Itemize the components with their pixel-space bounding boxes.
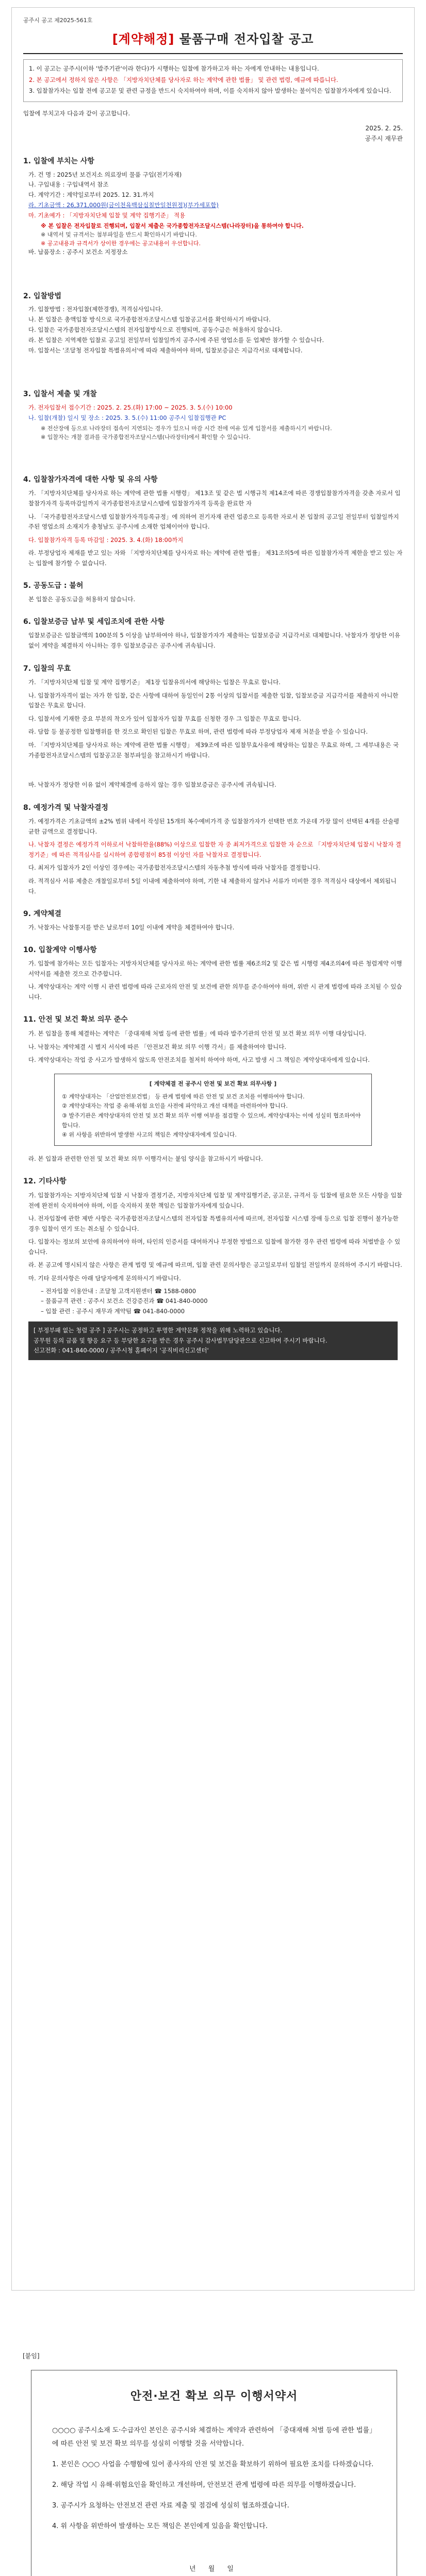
section-7 — [23, 664, 403, 790]
section-paragraph: 가. 예정가격은 기초금액의 ±2% 범위 내에서 작성된 15개의 복수예비가격 중 입찰참가자가 선택한 번호 가운데 가장 많이 선택된 4개를 산술평균한 금액으로 결정합니다. — [28, 818, 400, 835]
section-3 — [23, 389, 403, 441]
issuer: 공주시 재무관 — [365, 135, 403, 143]
annex-paragraph: 3. 공주시가 요청하는 안전보건 관련 자료 제출 및 점검에 성실히 협조하겠습니다. — [52, 2502, 289, 2510]
section-row: 다. 계약기간 : 계약일로부터 2025. 12. 31.까지 — [28, 191, 154, 199]
section-paragraph: 라. 본 공고에 명시되지 않은 사항은 관계 법령 및 예규에 따르며, 입찰 관련 문의사항은 공고일로부터 입찰일 전일까지 문의하여 주시기 바랍니다. — [28, 1261, 402, 1269]
section-note: ※ 본 입찰은 전자입찰로 진행되며, 입찰서 제출은 국가종합전자조달시스템(나라장터)을 통하여야 합니다. — [41, 222, 304, 229]
section-paragraph: 라. 부정당업자 제재를 받고 있는 자와 「지방자치단체를 당사자로 하는 계약에 관한 법률」 제31조의5에 따른 입찰참가자격 제한을 받고 있는 자는 입찰에 참가할 수 없습니다. — [28, 549, 403, 567]
page-title — [23, 30, 403, 49]
callout-line: ② 계약상대자는 작업 중 유해·위험 요인을 사전에 파악하고 개선 대책을 마련하여야 합니다. — [62, 1103, 288, 1110]
section-title: 9. 계약체결 — [23, 910, 62, 919]
date-block — [23, 124, 403, 144]
integrity-notice-box — [28, 1321, 398, 1360]
section-title: 3. 입찰서 제출 및 개찰 — [23, 390, 97, 399]
section-note: ※ 입찰자는 개찰 결과를 국가종합전자조달시스템(나라장터)에서 확인할 수 있습니다. — [41, 433, 251, 440]
annex-pledge-form — [31, 2370, 397, 2576]
section-row: 마. 입찰서는 '조달청 전자입찰 특별유의서'에 따라 제출하여야 하며, 입찰보증금은 지급각서로 대체합니다. — [28, 346, 303, 354]
section-row: 나. 본 입찰은 총액입찰 방식으로 국가종합전자조달시스템 입찰공고서를 확인하시기 바랍니다. — [28, 316, 271, 324]
section-row: 가. 낙찰자는 낙찰통지를 받은 날로부터 10일 이내에 계약을 체결하여야 합니다. — [28, 923, 235, 931]
safety-callout-box — [54, 1074, 372, 1146]
contact-line: – 전자입찰 이용안내 : 조달청 고객지원센터 ☎ 1588-0800 — [41, 1287, 196, 1295]
notice-sheet — [11, 7, 415, 2291]
annex-paragraph: 2. 해당 작업 시 유해·위험요인을 확인하고 개선하며, 안전보건 관계 법령에 따른 의무를 이행하겠습니다. — [52, 2481, 356, 2489]
callout-line: ④ 위 사항을 위반하여 발생한 사고의 책임은 계약상대자에게 있습니다. — [62, 1131, 237, 1139]
integrity-line: [ 부정부패 없는 청렴 공주 ] 공주시는 공정하고 투명한 계약문화 정착을 위해 노력하고 있습니다. — [34, 1326, 283, 1334]
section-paragraph: 가. 「지방자치단체를 당사자로 하는 계약에 관한 법률 시행령」 제13조 및 같은 법 시행규칙 제14조에 따른 경쟁입찰참가자격을 갖춘 자로서 입찰참가자격 등록마감일까지 국가종합전자조달시스템에 입찰참가자격 등록을 완료한 자 — [28, 489, 401, 507]
intro-line: 3. 입찰참가자는 입찰 전에 공고문 및 관련 규정을 반드시 숙지하여야 하며, 이를 숙지하지 않아 발생하는 불이익은 입찰참가자에게 있습니다. — [29, 87, 391, 95]
annex-title: 안전·보건 확보 의무 이행서약서 — [130, 2390, 298, 2403]
title-divider — [23, 53, 403, 54]
annex-paragraph: 1. 본인은 ○○○ 사업을 수행함에 있어 종사자의 안전 및 보건을 확보하기 위하여 필요한 조치를 다하겠습니다. — [52, 2461, 374, 2469]
section-title: 12. 기타사항 — [23, 1177, 67, 1186]
callout-line: ③ 발주기관은 계약상대자의 안전 및 보건 확보 의무 이행 여부를 점검할 수 있으며, 계약상대자는 이에 성실히 협조하여야 합니다. — [62, 1112, 361, 1129]
section-note: ※ 공고내용과 규격서가 상이한 경우에는 공고내용이 우선합니다. — [41, 240, 201, 247]
section-row: 가. 전자입찰서 접수기간 : 2025. 2. 25.(화) 17:00 ~ 2025. 3. 5.(수) 10:00 — [28, 404, 233, 412]
section-5 — [23, 581, 403, 604]
callout-line: ① 계약상대자는 「산업안전보건법」 등 관계 법령에 따른 안전 및 보건 조치를 이행하여야 합니다. — [62, 1093, 305, 1100]
section-paragraph: 라. 본 입찰과 관련한 안전 및 보건 확보 의무 이행각서는 붙임 양식을 참고하시기 바랍니다. — [28, 1155, 263, 1162]
section-4 — [23, 474, 403, 569]
notice-number: 공주시 공고 제2025-561호 — [23, 17, 93, 24]
section-row: 가. 건 명 : 2025년 보건지소 의료장비 물품 구입(전기자재) — [28, 171, 182, 178]
section-row: 라. 본 입찰은 지역제한 입찰로 공고일 전일부터 입찰일까지 공주시에 주된 영업소를 둔 업체만 참가할 수 있습니다. — [28, 336, 324, 344]
section-title: 7. 입찰의 무효 — [23, 664, 71, 673]
section-1 — [23, 156, 403, 257]
section-paragraph: 가. 입찰참가자는 지방자치단체 입찰 시 낙찰자 결정기준, 지방자치단체 입찰 및 계약집행기준, 공고문, 규격서 등 입찰에 필요한 모든 사항을 입찰 전에 완전히 숙지하여야 하며, 이를 숙지하지 못한 책임은 입찰참가자에게 있습니다. — [28, 1192, 402, 1209]
section-paragraph: 다. 계약상대자는 작업 중 사고가 발생하지 않도록 안전조치를 철저히 하여야 하며, 사고 발생 시 그 책임은 계약상대자에게 있습니다. — [28, 1056, 370, 1064]
section-row: 다. 입찰은 국가종합전자조달시스템의 전자입찰방식으로 진행되며, 공동수급은 허용하지 않습니다. — [28, 326, 283, 333]
intro-line: 1. 이 공고는 공주시(이하 '발주기관'이라 한다)가 시행하는 입찰에 참가하고자 하는 자에게 안내하는 내용입니다. — [29, 65, 319, 73]
section-paragraph: 가. 「지방자치단체 입찰 및 계약 집행기준」 제1장 입찰유의서에 해당하는 입찰은 무효로 합니다. — [28, 679, 281, 686]
section-12 — [23, 1176, 403, 1360]
integrity-line: 공무원 등의 금품 및 향응 요구 등 부당한 요구를 받은 경우 공주시 감사법무담당관으로 신고하여 주시기 바랍니다. — [34, 1336, 327, 1344]
section-paragraph: 바. 낙찰자가 정당한 이유 없이 계약체결에 응하지 않는 경우 입찰보증금은 공주시에 귀속됩니다. — [28, 781, 276, 789]
section-paragraph: 가. 입찰에 참가하는 모든 입찰자는 지방자치단체를 당사자로 하는 계약에 관한 법률 제6조의2 및 같은 법 시행령 제4조의4에 따른 청렴계약 이행서약서를 제출한 것으로 간주합니다. — [28, 960, 402, 977]
section-title: 6. 입찰보증금 납부 및 세입조치에 관한 사항 — [23, 617, 165, 626]
contact-line: – 입찰 관련 : 공주시 재무과 계약팀 ☎ 041-840-0000 — [41, 1308, 185, 1315]
section-paragraph: 라. 담합 등 불공정한 입찰행위를 한 것으로 확인된 입찰은 무효로 하며, 관련 법령에 따라 부정당업자 제재 처분을 받을 수 있습니다. — [28, 728, 368, 736]
section-row: 마. 기초예가 : 「지방자치단체 입찰 및 계약 집행기준」 적용 — [28, 211, 186, 219]
section-title: 5. 공동도급 : 불허 — [23, 582, 84, 590]
annex-label: [붙임] — [23, 2352, 40, 2360]
section-paragraph: 다. 입찰참가자격 등록 마감일 : 2025. 3. 4.(화) 18:00까지 — [28, 536, 184, 544]
title-text: 물품구매 전자입찰 공고 — [174, 32, 314, 47]
section-note: ※ 전산장애 등으로 나라장터 접속이 지연되는 경우가 있으니 마감 시간 전에 여유 있게 입찰서를 제출하시기 바랍니다. — [41, 425, 332, 432]
section-row: 본 입찰은 공동도급을 허용하지 않습니다. — [28, 595, 136, 603]
section-paragraph: 나. 계약상대자는 계약 이행 시 관련 법령에 따라 근로자의 안전 및 보건에 관한 의무를 준수하여야 하며, 위반 시 관계 법령에 따라 조치될 수 있습니다. — [28, 983, 402, 1001]
notice-date: 2025. 2. 25. — [365, 124, 403, 132]
section-row: 나. 구입내용 : 구입내역서 참조 — [28, 181, 109, 189]
section-paragraph: 라. 적격심사 서류 제출은 개찰일로부터 5일 이내에 제출하여야 하며, 기한 내 제출하지 않거나 서류가 미비한 경우 적격심사 대상에서 제외됩니다. — [28, 877, 397, 895]
section-paragraph: 나. 낙찰자 결정은 예정가격 이하로서 낙찰하한율(88%) 이상으로 입찰한 자 중 최저가격으로 입찰한 자 순으로 「지방자치단체 입찰시 낙찰자 결정기준」에 따른 적격심사를 실시하여 종합평점이 85점 이상인 자를 낙찰자로 결정합니다. — [28, 841, 401, 858]
annex-date: 년 월 일 — [189, 2565, 239, 2573]
section-paragraph: 마. 「지방자치단체를 당사자로 하는 계약에 관한 법률 시행령」 제39조에 따른 입찰무효사유에 해당하는 입찰은 무효로 하며, 그 세부내용은 국가종합전자조달시스템의 입찰공고문 첨부파일을 참고하시기 바랍니다. — [28, 741, 399, 759]
lead-text: 입찰에 부치고자 다음과 같이 공고합니다. — [23, 109, 130, 117]
section-9 — [23, 909, 403, 933]
intro-line: 2. 본 공고에서 정하지 않은 사항은 「지방자치단체를 당사자로 하는 계약에 관한 법률」 및 관련 법령, 예규에 따릅니다. — [29, 76, 338, 83]
annex-paragraph: ○○○○ 공주시소재 도·수급자인 본인은 공주시와 체결하는 계약과 관련하여 「중대재해 처벌 등에 관한 법률」에 따른 안전 및 보건 확보 의무를 성실히 이행할 것을 서약합니다. — [52, 2427, 376, 2448]
section-6 — [23, 617, 403, 651]
section-row: 라. 기초금액 : 26,371,000원(금이천육백삼십칠만일천원정)(부가세포함) — [28, 201, 219, 209]
section-paragraph: 입찰보증금은 입찰금액의 100분의 5 이상을 납부하여야 하나, 입찰참가자가 제출하는 입찰보증금 지급각서로 대체합니다. 낙찰자가 정당한 이유 없이 계약을 체결하지 아니하는 경우 입찰보증금은 공주시에 귀속됩니다. — [28, 632, 400, 649]
section-title: 2. 입찰방법 — [23, 292, 62, 300]
section-8 — [23, 803, 403, 897]
section-10 — [23, 945, 403, 1003]
section-2 — [23, 291, 403, 355]
section-title: 11. 안전 및 보건 확보 의무 준수 — [23, 1015, 128, 1024]
section-paragraph: 다. 최저가 입찰자가 2인 이상인 경우에는 국가종합전자조달시스템의 자동추첨 방식에 따라 낙찰자를 결정합니다. — [28, 864, 320, 872]
title-highlight: [계약해정] — [112, 32, 175, 47]
section-paragraph: 다. 입찰서에 기재한 중요 부분의 착오가 있어 입찰자가 입찰 무효를 신청한 경우 그 입찰은 무효로 합니다. — [28, 715, 301, 722]
section-paragraph: 나. 「국가종합전자조달시스템 입찰참가자격등록규정」에 의하여 전기자재 관련 업종으로 등록한 자로서 본 입찰의 공고일 전일부터 입찰일까지 주된 영업소의 소재지가 충청남도 공주시에 소재한 업체이어야 합니다. — [28, 513, 399, 531]
callout-title: [ 계약체결 전 공주시 안전 및 보건 확보 의무사항 ] — [149, 1080, 277, 1087]
intro-box — [23, 59, 403, 102]
section-note: ※ 내역서 및 규격서는 첨부파일을 반드시 확인하시기 바랍니다. — [41, 231, 197, 238]
annex-paragraph: 4. 위 사항을 위반하여 발생하는 모든 책임은 본인에게 있음을 확인합니다. — [52, 2522, 268, 2531]
section-row: 바. 납품장소 : 공주시 보건소 지정장소 — [28, 248, 128, 256]
section-row: 나. 입찰(개찰) 일시 및 장소 : 2025. 3. 5.(수) 11:00 공주시 입찰집행관 PC — [28, 414, 226, 421]
section-paragraph: 나. 전자입찰에 관한 제반 사항은 국가종합전자조달시스템의 전자입찰 특별유의서에 따르며, 전자입찰 시스템 장애 등으로 입찰 진행이 불가능한 경우 입찰이 연기 또는 취소될 수 있습니다. — [28, 1215, 399, 1232]
section-paragraph: 마. 기타 문의사항은 아래 담당자에게 문의하시기 바랍니다. — [28, 1275, 181, 1282]
section-title: 1. 입찰에 부치는 사항 — [23, 157, 94, 165]
contact-line: – 물품규격 관련 : 공주시 보건소 건강증진과 ☎ 041-840-0000 — [41, 1297, 208, 1305]
section-paragraph: 나. 입찰참가자격이 없는 자가 한 입찰, 같은 사항에 대하여 동일인이 2통 이상의 입찰서를 제출한 입찰, 입찰보증금 지급각서를 제출하지 아니한 입찰은 무효로 합니다. — [28, 691, 399, 709]
section-paragraph: 나. 낙찰자는 계약체결 시 별지 서식에 따른 「안전보건 확보 의무 이행 각서」를 제출하여야 합니다. — [28, 1043, 286, 1050]
section-title: 10. 입찰계약 이행사항 — [23, 945, 97, 954]
section-paragraph: 가. 본 입찰을 통해 체결하는 계약은 「중대재해 처벌 등에 관한 법률」에 따라 발주기관의 안전 및 보건 확보 의무 이행 대상입니다. — [28, 1030, 367, 1038]
section-11 — [23, 1014, 403, 1164]
section-title: 4. 입찰참가자격에 대한 사항 및 유의 사항 — [23, 475, 158, 484]
integrity-line: 신고전화 : 041-840-0000 / 공주시청 홈페이지 '공직비리신고센터' — [34, 1347, 209, 1354]
section-paragraph: 다. 입찰자는 정보의 보안에 유의하여야 하며, 타인의 인증서를 대여하거나 부정한 방법으로 입찰에 참가한 경우 관련 법령에 따라 처벌받을 수 있습니다. — [28, 1238, 401, 1256]
section-row: 가. 입찰방법 : 전자입찰(제한경쟁), 적격심사입니다. — [28, 306, 163, 313]
section-title: 8. 예정가격 및 낙찰자결정 — [23, 803, 108, 812]
